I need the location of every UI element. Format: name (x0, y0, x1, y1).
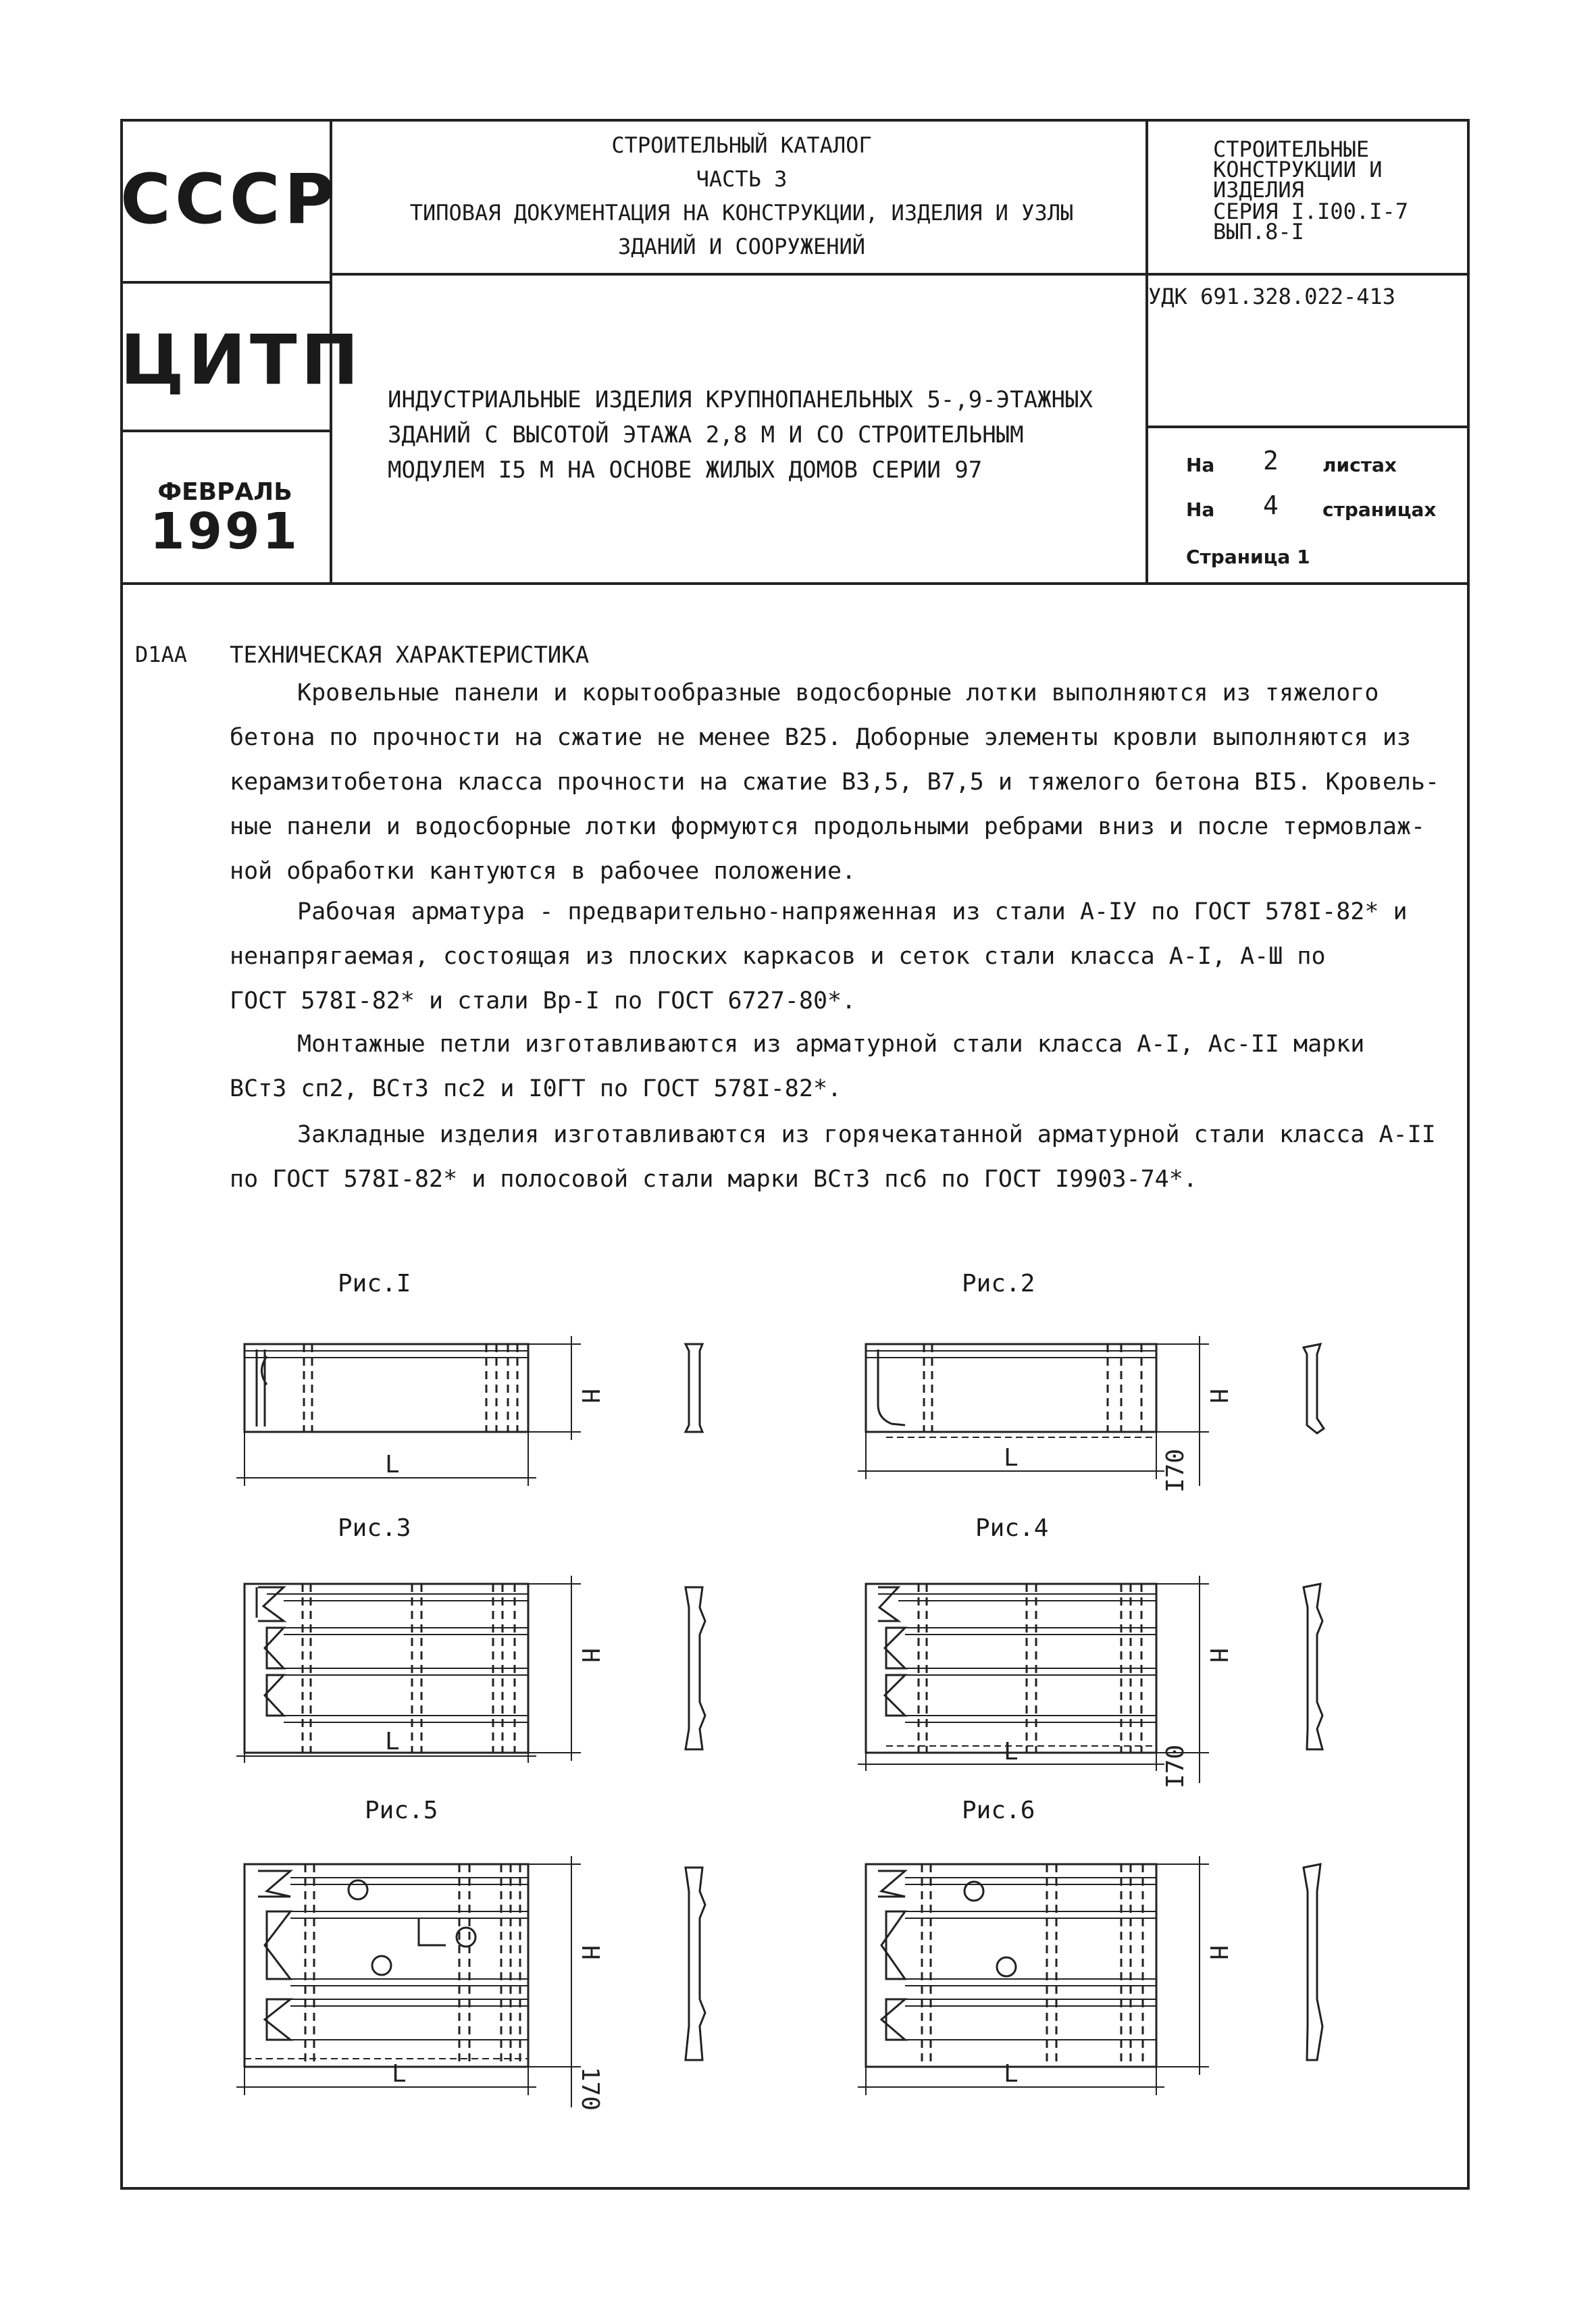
fig6-height-label: H (1204, 1945, 1232, 1960)
section-code: D1AA (135, 642, 188, 667)
catalog-title: СТРОИТЕЛЬНЫЙ КАТАЛОГ (611, 132, 872, 158)
pages-count: 4 (1263, 490, 1279, 520)
fig3-height-label: H (576, 1648, 604, 1663)
fig5-height-label: H (576, 1945, 604, 1960)
body-line: Кровельные панели и корытообразные водосборные лотки выполняются из тяжелого (297, 679, 1379, 706)
figure-1-label: Рис.I (338, 1270, 411, 1297)
series-line: ИЗДЕЛИЯ (1213, 177, 1304, 203)
fig1-height-label: H (576, 1389, 604, 1404)
fig6-length-label: L (1004, 2060, 1019, 2088)
body-line: ной обработки кантуются в рабочее положение. (230, 858, 856, 885)
series-line: СТРОИТЕЛЬНЫЕ (1213, 136, 1370, 162)
fig4-height-label: H (1204, 1648, 1232, 1663)
product-title: ЗДАНИЙ С ВЫСОТОЙ ЭТАЖА 2,8 М И СО СТРОИТЕЛЬНЫМ (388, 421, 1024, 448)
pages-na: На (1186, 498, 1215, 521)
figure-6-label: Рис.6 (962, 1797, 1035, 1824)
body-line: керамзитобетона класса прочности на сжатие В3,5, В7,5 и тяжелого бетона ВI5. Кровель- (230, 769, 1440, 796)
page-number: Страница 1 (1186, 546, 1310, 568)
figure-5-drawing (236, 1856, 705, 2107)
fig4-dim-label: I70 (1162, 1744, 1189, 1789)
body-line: ГОСТ 578I-82* и стали Вр-I по ГОСТ 6727-80*. (230, 987, 856, 1014)
sheets-na: На (1186, 454, 1215, 476)
figure-5-label: Рис.5 (365, 1797, 438, 1824)
fig5-dim-label: 170 (576, 2067, 604, 2111)
fig1-length-label: L (385, 1451, 400, 1479)
pages-word: страницах (1322, 498, 1437, 521)
issue-month: ФЕВРАЛЬ (157, 478, 292, 506)
fig4-length-label: L (1004, 1738, 1019, 1766)
catalog-subtitle: ТИПОВАЯ ДОКУМЕНТАЦИЯ НА КОНСТРУКЦИИ, ИЗДЕЛИЯ И УЗЛЫ (409, 200, 1074, 226)
series-line: ВЫП.8-I (1213, 219, 1304, 245)
figure-2-label: Рис.2 (962, 1270, 1035, 1297)
product-title: ИНДУСТРИАЛЬНЫЕ ИЗДЕЛИЯ КРУПНОПАНЕЛЬНЫХ 5-,9-ЭТАЖНЫХ (388, 386, 1093, 413)
body-line: ненапрягаемая, состоящая из плоских каркасов и сеток стали класса А-I, А-Ш по (230, 943, 1326, 970)
body-line: Рабочая арматура - предварительно-напряженная из стали А-IУ по ГОСТ 578I-82* и (297, 898, 1408, 925)
figure-4-drawing (858, 1576, 1322, 1783)
body-line: по ГОСТ 578I-82* и полосовой стали марки ВСт3 пс6 по ГОСТ I9903-74*. (230, 1166, 1198, 1193)
catalog-subtitle: ЗДАНИЙ И СООРУЖЕНИЙ (617, 234, 866, 259)
fig2-dim-label: I70 (1162, 1448, 1189, 1493)
product-title: МОДУЛЕМ I5 М НА ОСНОВЕ ЖИЛЫХ ДОМОВ СЕРИИ 97 (388, 457, 983, 484)
figure-6-drawing (858, 1856, 1322, 2095)
citp-label: ЦИТП (120, 320, 363, 401)
section-heading: ТЕХНИЧЕСКАЯ ХАРАКТЕРИСТИКА (230, 642, 590, 669)
figure-3-label: Рис.3 (338, 1514, 411, 1542)
series-line: КОНСТРУКЦИИ И (1213, 157, 1383, 182)
fig2-height-label: H (1204, 1389, 1232, 1404)
sheets-count: 2 (1263, 446, 1279, 475)
figure-1-drawing (236, 1336, 702, 1486)
sheets-word: листах (1322, 454, 1397, 476)
body-line: бетона по прочности на сжатие не менее В25. Доборные элементы кровли выполняются из (230, 724, 1411, 751)
issue-year: 1991 (150, 503, 300, 561)
catalog-part: ЧАСТЬ 3 (696, 166, 788, 192)
figure-4-label: Рис.4 (975, 1514, 1049, 1542)
body-line: Закладные изделия изготавливаются из горячекатанной арматурной стали класса А-II (297, 1121, 1436, 1148)
udk-code: УДК 691.328.022-413 (1148, 284, 1396, 309)
figure-3-drawing (236, 1576, 705, 1763)
body-line: ные панели и водосборные лотки формуются продольными ребрами вниз и после термовлаж- (230, 813, 1426, 840)
fig2-length-label: L (1004, 1444, 1019, 1472)
fig3-length-label: L (385, 1728, 400, 1755)
fig5-length-label: L (392, 2060, 407, 2088)
series-line: СЕРИЯ I.I00.I-7 (1213, 199, 1408, 224)
body-line: ВСт3 сп2, ВСт3 пс2 и I0ГТ по ГОСТ 578I-82*. (230, 1075, 842, 1102)
ussr-label: СССР (120, 159, 339, 240)
figure-2-drawing (858, 1336, 1324, 1486)
body-line: Монтажные петли изготавливаются из арматурной стали класса А-I, Ас-II марки (297, 1031, 1365, 1058)
